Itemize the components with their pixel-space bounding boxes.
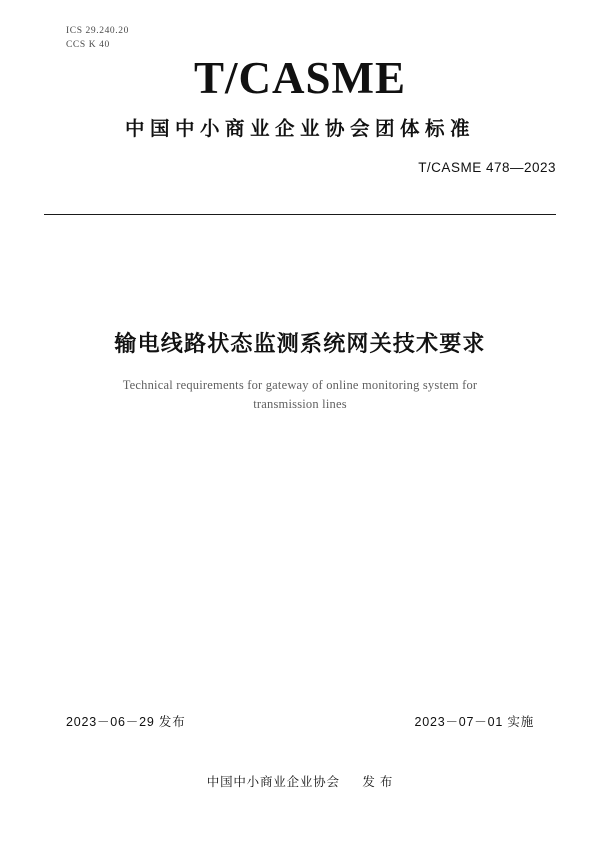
date-row	[66, 712, 534, 730]
publisher-name: 中国中小商业企业协会	[206, 775, 340, 789]
publisher-line	[0, 772, 600, 790]
ics-code: ICS 29.240.20	[66, 26, 129, 36]
standard-number: T/CASME 478—2023	[418, 160, 556, 175]
ccs-code: CCS K 40	[66, 40, 110, 50]
publisher-action: 发 布	[362, 775, 394, 789]
page-title-english-line-2: transmission lines	[253, 397, 347, 411]
classification-codes	[66, 24, 129, 52]
brand-chinese-title: 中国中小商业企业协会团体标准	[124, 118, 475, 140]
page-title-english-line-1: Technical requirements for gateway of online monitoring system for	[122, 378, 478, 392]
page-title-english	[92, 376, 508, 414]
page-title: 输电线路状态监测系统网关技术要求	[114, 331, 486, 356]
header-divider	[44, 214, 556, 215]
brand-latin-title: T/CASME	[193, 53, 407, 103]
issue-date: 2023－06－29 发布	[66, 715, 186, 729]
effective-date: 2023－07－01 实施	[414, 715, 534, 729]
